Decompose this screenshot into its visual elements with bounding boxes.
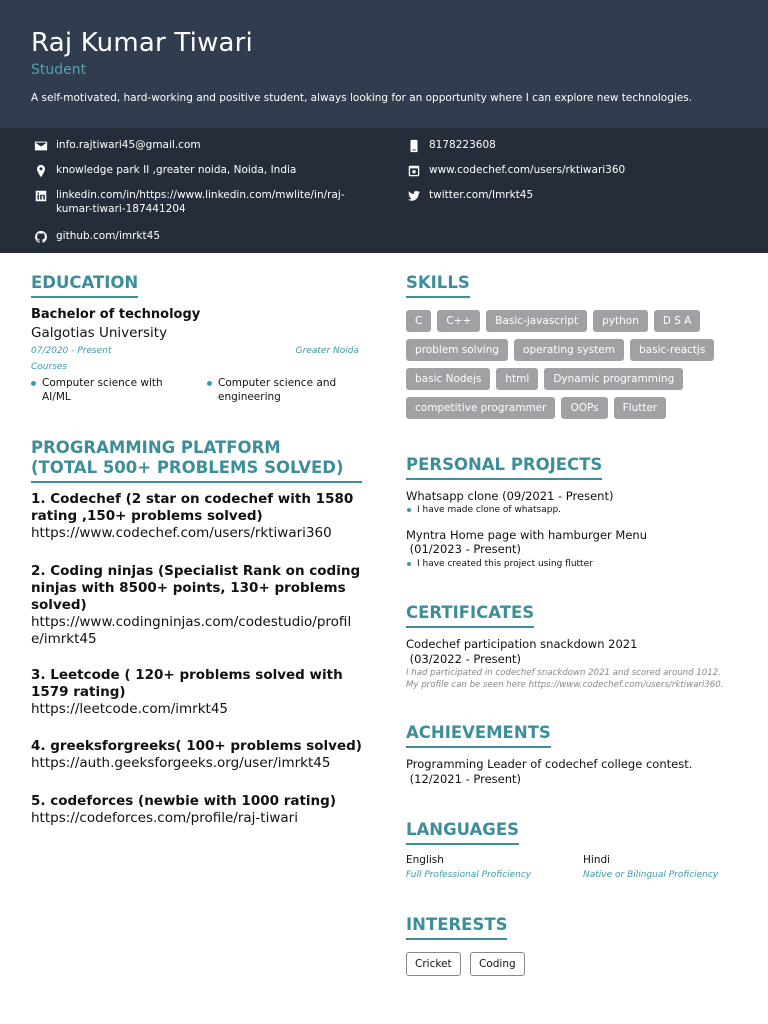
summary-text: A self-motivated, hard-working and positive student, always looking for an opportunity where I can explore new technologies. [31,92,693,104]
platform-title-line2: (TOTAL 500+ PROBLEMS SOLVED) [31,458,344,477]
project-title: Myntra Home page with hamburger Menu [406,528,647,542]
platform-item-title: 3. Leetcode ( 120+ problems solved with 1579 rating) [31,667,343,700]
languages-title: LANGUAGES [406,820,519,845]
envelope-icon [33,138,48,153]
education-location: Greater Noida [295,346,359,356]
platform-item-title: 1. Codechef (2 star on codechef with 1580 rating ,150+ problems solved) [31,491,354,524]
platform-item [31,491,363,542]
education-title: EDUCATION [31,273,138,298]
contact-linkedin[interactable] [33,188,353,216]
contact-github[interactable] [33,229,160,244]
projects-title: PERSONAL PROJECTS [406,455,602,480]
course-item: Computer science and engineering [207,376,357,404]
certificate-desc-line1: I had participated in codechef snackdown 2021 and scored around 1012. [406,668,721,678]
skills-title: SKILLS [406,273,470,298]
school: Galgotias University [31,325,168,341]
platform-item [31,667,363,718]
skills-list [406,310,726,419]
certificate-description [406,667,746,691]
website-text[interactable]: www.codechef.com/users/rktiwari360 [429,164,626,176]
contact-email[interactable] [33,138,201,153]
platform-item-url[interactable]: https://www.codechef.com/users/rktiwari360 [31,525,332,541]
skill-tag: C [406,310,431,332]
skill-tag: problem solving [406,339,508,361]
contact-website[interactable] [406,163,625,178]
course-item: Computer science with AI/ML [31,376,181,404]
twitter-icon [406,188,421,203]
platform-item [31,793,363,827]
certificates-title: CERTIFICATES [406,603,534,628]
platform-item-title: 5. codeforces (newbie with 1000 rating) [31,793,337,809]
skill-tag: competitive programmer [406,397,555,419]
platform-item-url[interactable]: https://leetcode.com/imrkt45 [31,701,229,717]
linkedin-icon [33,188,48,203]
location-pin-icon [33,163,48,178]
project-date: (01/2023 - Present) [406,542,522,556]
project-bullet: I have made clone of whatsapp. [406,504,561,516]
courses-label: Courses [31,362,68,372]
certificate-date: (03/2022 - Present) [406,652,522,666]
certificate-name: Codechef participation snackdown 2021 [406,637,638,651]
skill-tag: Flutter [614,397,667,419]
platform-item-url[interactable]: https://auth.geeksforgeeks.org/user/imrkt45 [31,755,331,771]
github-text[interactable]: github.com/imrkt45 [56,230,160,242]
project-title: Whatsapp clone (09/2021 - Present) [406,489,614,503]
contact-address [33,163,296,178]
address-text: knowledge park II ,greater noida, Noida, India [56,164,297,176]
language-name: Hindi [583,854,611,866]
resume-header [0,0,768,128]
platform-item-url[interactable]: https://codeforces.com/profile/raj-tiwari [31,810,298,826]
achievement-name: Programming Leader of codechef college contest. [406,757,693,771]
interest-tag: Cricket [406,952,461,976]
interest-tag: Coding [470,952,525,976]
contact-phone[interactable] [406,138,496,153]
platform-title [31,438,362,483]
phone-icon [406,138,421,153]
person-role: Student [31,62,87,78]
platform-item [31,738,363,772]
skill-tag: basic-reactjs [630,339,714,361]
platform-item [31,563,363,648]
education-date: 07/2020 - Present [31,346,112,356]
phone-text[interactable]: 8178223608 [429,139,496,151]
language-level: Native or Bilingual Proficiency [583,870,719,880]
skill-tag: basic Nodejs [406,368,490,390]
language-name: English [406,854,444,866]
platform-item-title: 4. greeksforgreeks( 100+ problems solved) [31,738,362,754]
skill-tag: python [593,310,648,332]
skill-tag: operating system [514,339,624,361]
skill-tag: Basic-javascript [486,310,587,332]
contact-section [0,128,768,253]
contact-twitter[interactable] [406,188,533,203]
achievements-title: ACHIEVEMENTS [406,723,551,748]
github-icon [33,229,48,244]
website-icon [406,163,421,178]
language-level: Full Professional Proficiency [406,870,532,880]
skill-tag: C++ [437,310,480,332]
linkedin-text[interactable]: linkedin.com/in/https://www.linkedin.com/mwlite/in/raj-kumar-tiwari-187441204 [56,189,345,215]
platform-title-line1: PROGRAMMING PLATFORM [31,438,281,457]
skill-tag: D S A [654,310,701,332]
project-bullet: I have created this project using flutter [406,558,593,570]
skill-tag: OOPs [561,397,607,419]
email-text[interactable]: info.rajtiwari45@gmail.com [56,139,201,151]
achievement-date: (12/2021 - Present) [406,772,522,786]
platform-item-url[interactable]: https://www.codingninjas.com/codestudio/profile/imrkt45 [31,614,352,647]
platform-item-title: 2. Coding ninjas (Specialist Rank on coding ninjas with 8500+ points, 130+ problems solved) [31,563,361,613]
degree: Bachelor of technology [31,307,201,322]
skill-tag: html [496,368,538,390]
interests-title: INTERESTS [406,915,507,940]
twitter-text[interactable]: twitter.com/Imrkt45 [429,189,534,201]
skill-tag: Dynamic programming [544,368,683,390]
person-name: Raj Kumar Tiwari [31,28,253,58]
certificate-desc-line2: My profile can be seen here https://www.codechef.com/users/rktiwari360. [406,680,724,690]
